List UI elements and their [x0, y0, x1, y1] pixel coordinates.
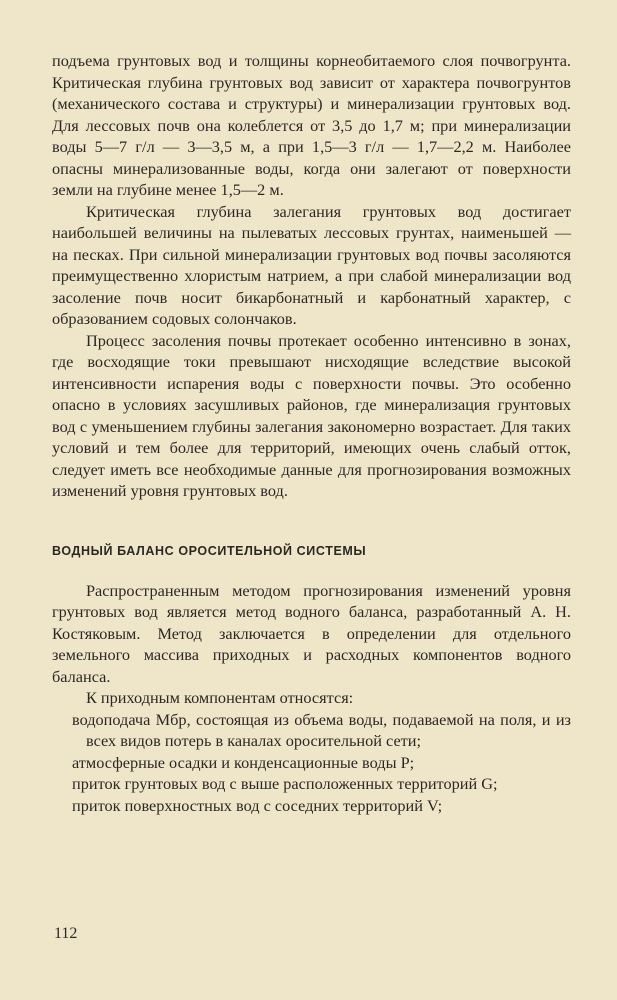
section-heading: ВОДНЫЙ БАЛАНС ОРОСИТЕЛЬНОЙ СИСТЕМЫ	[52, 543, 367, 558]
list-lead: К приходным компонентам относятся:	[86, 688, 354, 707]
list-item: приток грунтовых вод с выше расположенных территорий G;	[72, 774, 498, 793]
paragraph-continuation: подъема грунтовых вод и толщины корнеобитаемого слоя почвогрунта. Критическая глубина грунтовых вод зависит от характера почвогрунтов (механического состава и структуры) и минерализации грунтовых вод. Для лессовых почв она колеблется от 3,5 до 1,7 м; при минерализации воды 5—7 г/л — 3—3,5 м, а при 1,5—3 г/л — 1,7—2,2 м. Наиболее опасны минерализованные воды, когда они залегают от поверхности земли на глубине менее 1,5—2 м.	[52, 51, 571, 199]
paragraph-salinization: Процесс засоления почвы протекает особенно интенсивно в зонах, где восходящие токи превышают нисходящие вследствие высокой интенсивности испарения воды с поверхности почвы. Это особенно опасно в условиях засушливых районов, где минерализация грунтовых вод с уменьшением глубины залегания закономерно возрастает. Для таких условий и тем более для территорий, имеющих очень слабый отток, следует иметь все необходимые данные для прогнозирования возможных изменений уровня грунтовых вод.	[52, 330, 571, 500]
paragraph-water-balance: Распространенным методом прогнозирования изменений уровня грунтовых вод является метод водного баланса, разработанный А. Н. Костяковым. Метод заключается в определении для отдельного земельного массива приходных и расходных компонентов водного баланса.	[52, 580, 571, 686]
list-item: приток поверхностных вод с соседних территорий V;	[72, 795, 443, 815]
list-item: водоподача Mбр, состоящая из объема воды, подаваемой на поля, и из всех видов потерь в каналах оросительной сети;	[72, 709, 571, 750]
page-number: 112	[54, 925, 78, 942]
paragraph-critical-depth: Критическая глубина залегания грунтовых вод достигает наибольшей величины на пылеватых лессовых грунтах, наименьшей — на песках. При сильной минерализации грунтовых вод почвы засоляются преимущественно хлористым натрием, а при слабой минерализации вод засоление почв носит бикарбонатный и карбонатный характер, с образованием содовых солончаков.	[52, 201, 571, 328]
list-item: атмосферные осадки и конденсационные воды P;	[72, 752, 415, 772]
